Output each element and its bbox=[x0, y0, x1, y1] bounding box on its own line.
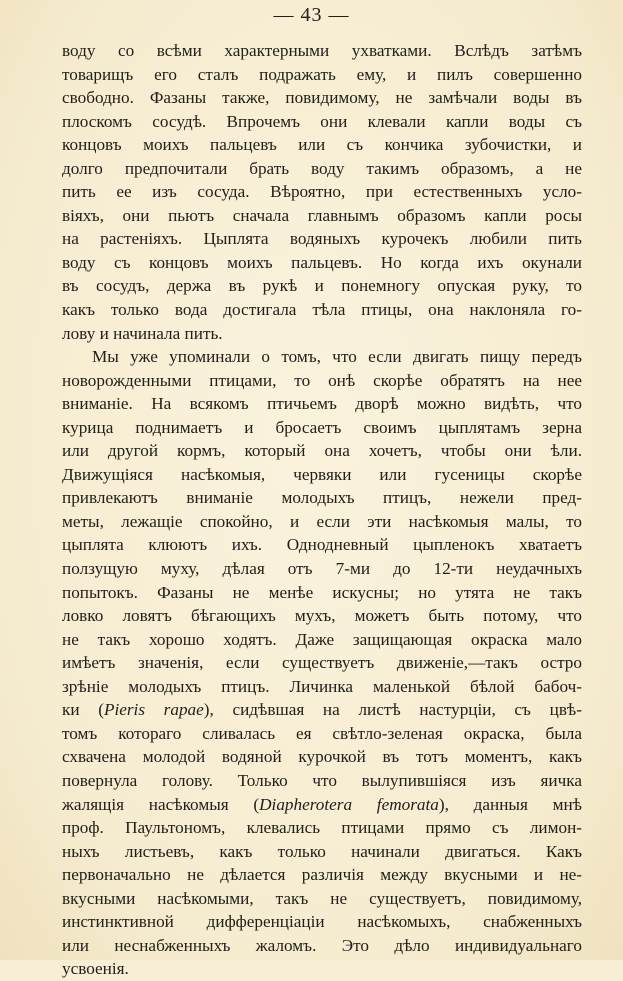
text-run: попытокъ. Фазаны не менѣе искусны; но утята не такъ bbox=[62, 582, 582, 602]
text-line bbox=[62, 651, 582, 675]
text-run: ), данныя мнѣ bbox=[438, 794, 582, 814]
text-line bbox=[62, 110, 582, 134]
text-run: привлекаютъ вниманіе молодыхъ птицъ, нежели пред- bbox=[62, 488, 582, 508]
text-run: концовъ моихъ пальцевъ или съ кончика зубочистки, и bbox=[62, 135, 582, 155]
text-line bbox=[62, 463, 582, 487]
text-line bbox=[62, 793, 582, 817]
text-run: или другой кормъ, который она хочетъ, чтобы они ѣли. bbox=[62, 441, 582, 461]
text-line bbox=[62, 180, 582, 204]
text-line bbox=[62, 581, 582, 605]
text-line bbox=[62, 957, 582, 981]
text-line bbox=[62, 322, 582, 346]
text-run: имѣетъ значенія, если существуетъ движеніе,—такъ остро bbox=[62, 653, 582, 673]
text-line bbox=[62, 863, 582, 887]
text-run: томъ котораго сливалась ея свѣтло-зеленая окраска, была bbox=[62, 723, 582, 743]
text-run: новорожденными птицами, то онѣ скорѣе обратятъ на нее bbox=[62, 370, 582, 390]
page-number: — 43 — bbox=[273, 4, 350, 26]
text-line bbox=[62, 86, 582, 110]
text-run: не такъ хорошо ходятъ. Даже защищающая окраска мало bbox=[62, 629, 582, 649]
text-line bbox=[62, 510, 582, 534]
text-line bbox=[62, 887, 582, 911]
text-line bbox=[62, 133, 582, 157]
text-run: жалящія насѣкомыя ( bbox=[62, 794, 260, 814]
text-line bbox=[62, 157, 582, 181]
text-run: въ сосудъ, держа въ рукѣ и понемногу опуская руку, то bbox=[62, 276, 582, 296]
text-line bbox=[62, 910, 582, 934]
text-line bbox=[62, 439, 582, 463]
text-run: или неснабженныхъ жаломъ. Это дѣло индивидуальнаго bbox=[62, 935, 582, 955]
text-run: схвачена молодой водяной курочкой въ тотъ моментъ, какъ bbox=[62, 747, 582, 767]
text-line bbox=[62, 769, 582, 793]
text-run: повернула голову. Только что вылупившіяся изъ яичка bbox=[62, 770, 582, 790]
text-line bbox=[62, 675, 582, 699]
text-line bbox=[62, 722, 582, 746]
text-run: воду съ концовъ моихъ пальцевъ. Но когда ихъ окунали bbox=[62, 252, 582, 272]
text-line bbox=[62, 628, 582, 652]
text-run: лову и начинала пить. bbox=[62, 323, 223, 343]
text-line bbox=[62, 274, 582, 298]
text-run: воду со всѣми характерными ухватками. Вслѣдъ затѣмъ bbox=[62, 41, 582, 60]
text-line bbox=[62, 251, 582, 275]
text-run: свободно. Фазаны также, повидимому, не замѣчали воды въ bbox=[62, 88, 582, 108]
text-line bbox=[62, 369, 582, 393]
text-line bbox=[62, 63, 582, 87]
text-line bbox=[62, 557, 582, 581]
text-run: плоскомъ сосудѣ. Впрочемъ они клевали капли воды съ bbox=[62, 111, 582, 131]
text-line bbox=[62, 345, 582, 369]
text-run: пить ее изъ сосуда. Вѣроятно, при естественныхъ усло- bbox=[62, 182, 582, 202]
text-line bbox=[62, 816, 582, 840]
text-line bbox=[62, 533, 582, 557]
text-line bbox=[62, 392, 582, 416]
text-line bbox=[62, 698, 582, 722]
text-line bbox=[62, 486, 582, 510]
body-text bbox=[62, 39, 582, 981]
text-line bbox=[62, 204, 582, 228]
text-run: вниманіе. На всякомъ птичьемъ дворѣ можно видѣть, что bbox=[62, 394, 582, 414]
text-line bbox=[62, 39, 582, 63]
text-run: віяхъ, они пьютъ сначала главнымъ образомъ капли росы bbox=[62, 205, 582, 225]
text-run: зрѣніе молодыхъ птицъ. Личинка маленькой бѣлой бабоч- bbox=[62, 676, 582, 696]
text-run: ползущую муху, дѣлая отъ 7-ми до 12-ти неудачныхъ bbox=[62, 559, 582, 579]
text-run: меты, лежащіе спокойно, и если эти насѣкомыя малы, то bbox=[62, 511, 582, 531]
text-line bbox=[62, 416, 582, 440]
text-line bbox=[62, 298, 582, 322]
text-run: первоначально не дѣлается различія между вкусными и не- bbox=[62, 865, 582, 885]
text-run: долго предпочитали брать воду такимъ образомъ, а не bbox=[62, 158, 582, 178]
text-run: проф. Паультономъ, клевались птицами прямо съ лимон- bbox=[62, 818, 582, 838]
text-line bbox=[62, 227, 582, 251]
text-run: инстинктивной дифференціаціи насѣкомыхъ, снабженныхъ bbox=[62, 912, 582, 932]
text-run: цыплята клюютъ ихъ. Однодневный цыпленокъ хватаетъ bbox=[62, 535, 582, 555]
italic-species-name: Pieris rapae bbox=[103, 700, 204, 720]
text-line bbox=[62, 934, 582, 958]
text-run: курица поднимаетъ и бросаетъ своимъ цыплятамъ зерна bbox=[62, 417, 582, 437]
text-run: на растеніяхъ. Цыплята водяныхъ курочекъ любили пить bbox=[62, 229, 582, 249]
text-run: товарищъ его сталъ подражать ему, и пилъ совершенно bbox=[62, 64, 582, 84]
text-run: Мы уже упоминали о томъ, что если двигать пищу передъ bbox=[92, 347, 582, 367]
text-run: вкусными насѣкомыми, такъ не существуетъ, повидимому, bbox=[62, 888, 582, 908]
text-line bbox=[62, 745, 582, 769]
text-line bbox=[62, 604, 582, 628]
text-run: ки ( bbox=[62, 700, 104, 720]
text-run: какъ только вода достигала тѣла птицы, она наклоняла го- bbox=[62, 300, 582, 320]
text-run: Движущіяся насѣкомыя, червяки или гусеницы скорѣе bbox=[62, 464, 582, 484]
text-line bbox=[62, 840, 582, 864]
text-run: ныхъ листьевъ, какъ только начинали двигаться. Какъ bbox=[62, 841, 582, 861]
text-run: усвоенія. bbox=[62, 959, 129, 979]
italic-species-name: Diapherotera femorata bbox=[259, 794, 439, 814]
text-run: ловко ловятъ бѣгающихъ мухъ, можетъ быть потому, что bbox=[62, 606, 582, 626]
text-run: ), сидѣвшая на листѣ настурціи, съ цвѣ- bbox=[203, 700, 582, 720]
